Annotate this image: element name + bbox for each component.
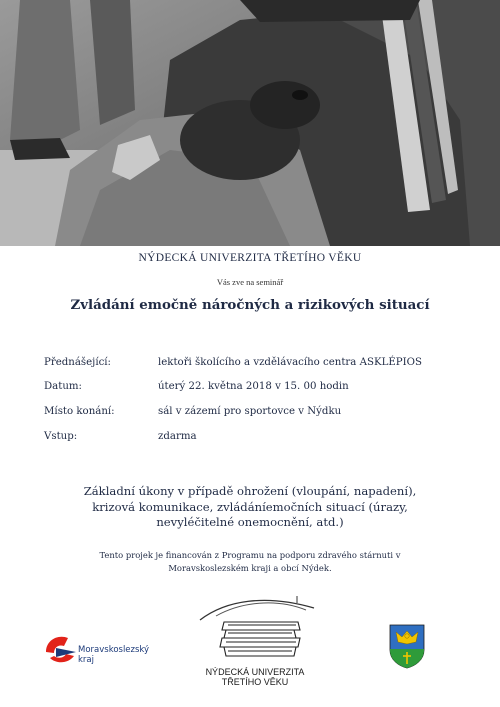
detail-label: Vstup:: [44, 431, 78, 442]
region-suffix: kraj: [78, 655, 94, 665]
eagle-head: [405, 634, 409, 638]
detail-label: Datum:: [44, 381, 82, 392]
funding-note: [50, 549, 450, 575]
municipal-crest-icon: [389, 624, 425, 669]
detail-value: sál v zázemí pro sportovce v Nýdku: [158, 406, 342, 417]
topics-line: krizová komunikace, zvládáníemočních situací (úrazy,: [92, 499, 408, 514]
invitation-text: Vás zve na seminář: [216, 277, 284, 287]
detail-value: úterý 22. května 2018 v 15. 00 hodin: [158, 381, 349, 392]
university-logo-line: NÝDECKÁ UNIVERZITA: [205, 667, 305, 677]
header-photo: [0, 0, 500, 246]
university-logo-text: [196, 667, 314, 687]
detail-label: Přednášející:: [44, 357, 111, 368]
photo-illustration: [0, 0, 500, 246]
topics-line: Základní úkony v případě ohrožení (vloupání, napadení),: [83, 484, 417, 498]
university-logo: [196, 592, 326, 668]
university-name: NÝDECKÁ UNIVERZITA TŘETÍHO VĚKU: [138, 252, 362, 264]
topics-line: nevyléčitelné onemocnění, atd.): [156, 515, 344, 529]
funding-line: Tento projek je financován z Programu na podporu zdravého stárnuti v: [99, 550, 401, 560]
detail-value: zdarma: [158, 431, 197, 442]
funding-line: Moravskoslezském kraji a obcí Nýdek.: [168, 563, 332, 573]
region-logo-text: [78, 645, 149, 665]
seminar-title: Zvládání emočně náročných a rizikových situací: [70, 297, 430, 313]
books-icon: [220, 622, 300, 656]
university-logo-line: TŘETÍHO VĚKU: [221, 677, 289, 687]
seminar-topics: [40, 484, 460, 531]
region-name: Moravskoslezský: [78, 645, 150, 655]
detail-value: lektoři školícího a vzdělávacího centra ASKLÉPIOS: [158, 357, 422, 368]
detail-label: Místo konání:: [44, 406, 115, 417]
